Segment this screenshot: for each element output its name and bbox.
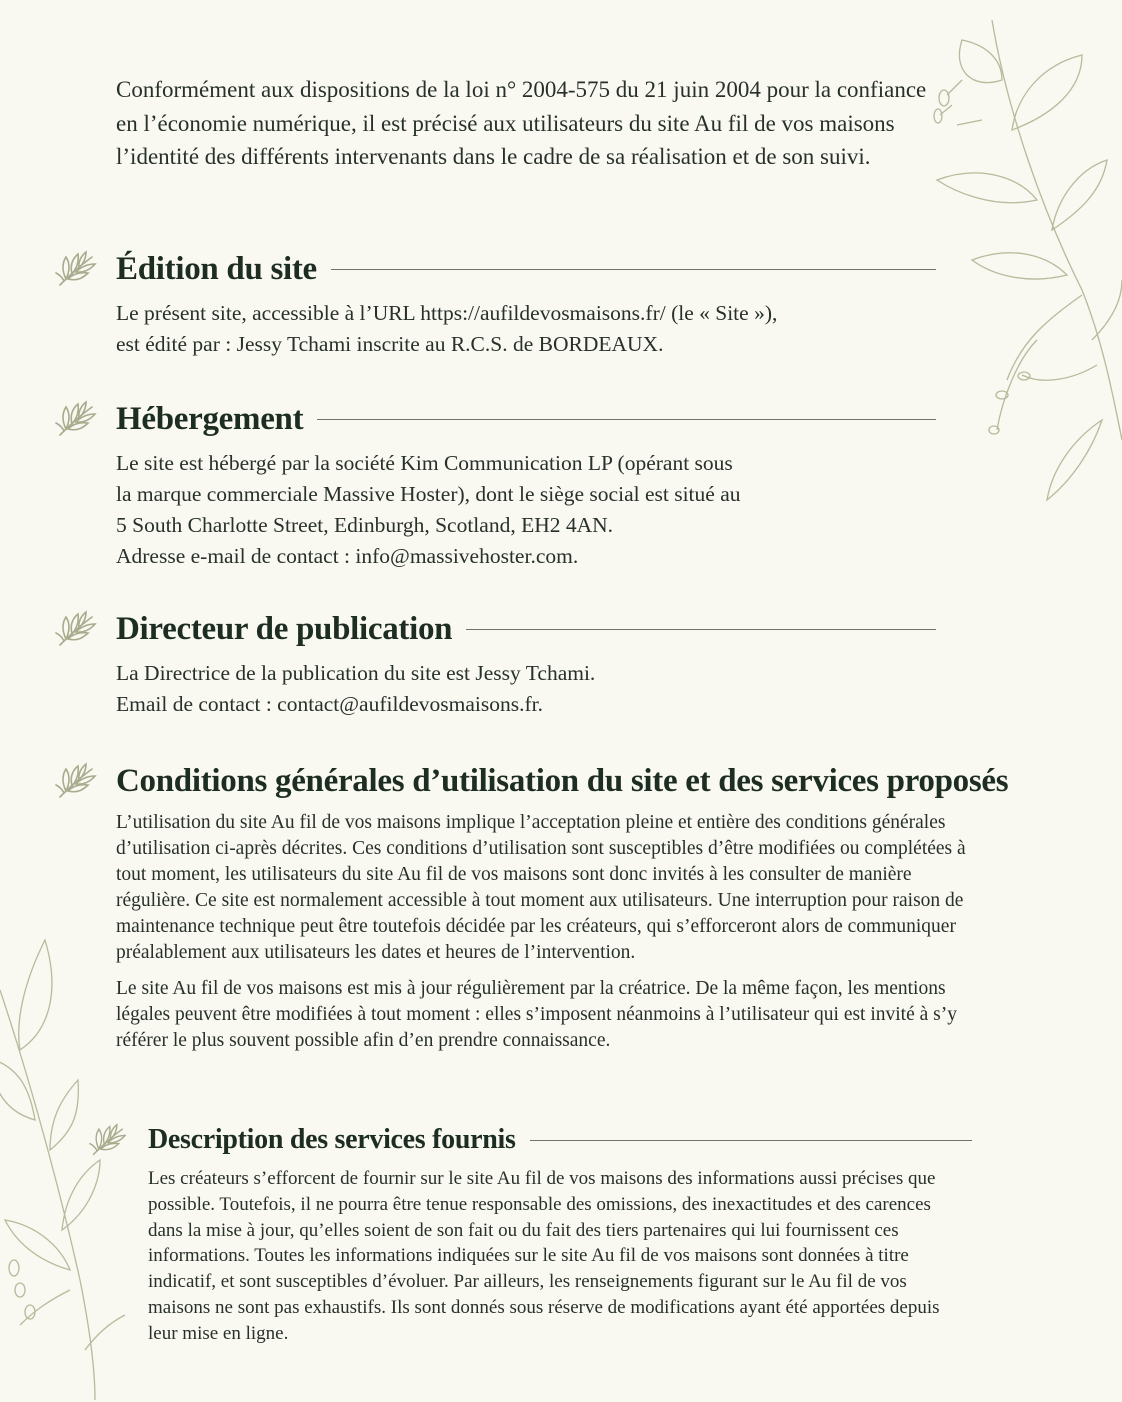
intro-paragraph: Conformément aux dispositions de la loi n° 2004-575 du 21 juin 2004 pour la confiance en l’économie numérique, il est précisé aux utilisateurs du site Au fil de vos maisons l’identité des différents intervenants dans le cadre de sa réalisation et de son suivi.	[116, 77, 927, 169]
text-line: 5 South Charlotte Street, Edinburgh, Scotland, EH2 4AN.	[116, 513, 614, 537]
section-heading	[52, 247, 972, 291]
text-line: Email de contact : contact@aufildevosmaisons.fr.	[116, 692, 543, 716]
section-director	[52, 607, 972, 720]
text-line: est édité par : Jessy Tchami inscrite au R.C.S. de BORDEAUX.	[116, 332, 664, 356]
leaf-sprig-icon	[52, 761, 98, 801]
leaf-sprig-icon	[52, 249, 98, 289]
section-heading	[52, 759, 1009, 803]
title-divider	[317, 419, 936, 420]
title-divider	[331, 269, 936, 270]
section-edition	[52, 247, 972, 360]
text-line: Le site est hébergé par la société Kim Communication LP (opérant sous	[116, 451, 733, 475]
section-body	[116, 810, 966, 1054]
text-line: Le présent site, accessible à l’URL https://aufildevosmaisons.fr/ (le « Site »),	[116, 301, 778, 325]
section-hosting	[52, 397, 972, 572]
title-divider	[530, 1140, 972, 1141]
leaf-sprig-icon	[52, 399, 98, 439]
text-line: La Directrice de la publication du site est Jessy Tchami.	[116, 661, 596, 685]
section-heading	[52, 397, 972, 441]
section-heading	[86, 1118, 972, 1162]
text-line: Adresse e-mail de contact : info@massivehoster.com.	[116, 544, 579, 568]
section-services	[86, 1118, 972, 1347]
text-line: la marque commerciale Massive Hoster), dont le siège social est situé au	[116, 482, 741, 506]
section-title: Édition du site	[116, 250, 317, 287]
section-body	[116, 448, 972, 572]
paragraph: L’utilisation du site Au fil de vos maisons implique l’acceptation pleine et entière des conditions générales d’utilisation ci-après décrites. Ces conditions d’utilisation sont susceptibles d’être modifiées ou complétées à tout moment, les utilisateurs du site Au fil de vos maisons sont donc invités à les consulter de manière régulière. Ce site est normalement accessible à tout moment aux utilisateurs. Une interruption pour raison de maintenance technique peut être toutefois décidée par les créateurs, qui s’efforceront alors de communiquer préalablement aux utilisateurs les dates et heures de l’intervention.	[116, 812, 966, 963]
section-body	[116, 658, 972, 720]
section-title: Directeur de publication	[116, 610, 453, 647]
section-body	[148, 1166, 970, 1347]
paragraph: Les créateurs s’efforcent de fournir sur le site Au fil de vos maisons des informations aussi précises que possible. Toutefois, il ne pourra être tenue responsable des omissions, des inexactitudes et des carences dans la mise à jour, qu’elles soient de son fait ou du fait des tiers partenaires qui lui fournissent ces informations. Toutes les informations indiquées sur le site Au fil de vos maisons sont données à titre indicatif, et sont susceptibles d’évoluer. Par ailleurs, les renseignements figurant sur le Au fil de vos maisons ne sont pas exhaustifs. Ils sont donnés sous réserve de modifications ayant été apportées depuis leur mise en ligne.	[148, 1168, 940, 1344]
section-title: Description des services fournis	[148, 1124, 516, 1155]
section-body	[116, 298, 972, 360]
title-divider	[466, 629, 936, 630]
section-title: Hébergement	[116, 400, 304, 437]
leaf-sprig-icon	[52, 609, 98, 649]
section-terms	[52, 759, 1009, 1054]
section-heading	[52, 607, 972, 651]
paragraph: Le site Au fil de vos maisons est mis à jour régulièrement par la créatrice. De la même façon, les mentions légales peuvent être modifiées à tout moment : elles s’imposent néanmoins à l’utilisateur qui est invité à s’y référer le plus souvent possible afin d’en prendre connaissance.	[116, 978, 957, 1051]
section-title: Conditions générales d’utilisation du site et des services proposés	[116, 762, 1009, 799]
leaf-sprig-icon	[86, 1122, 128, 1158]
